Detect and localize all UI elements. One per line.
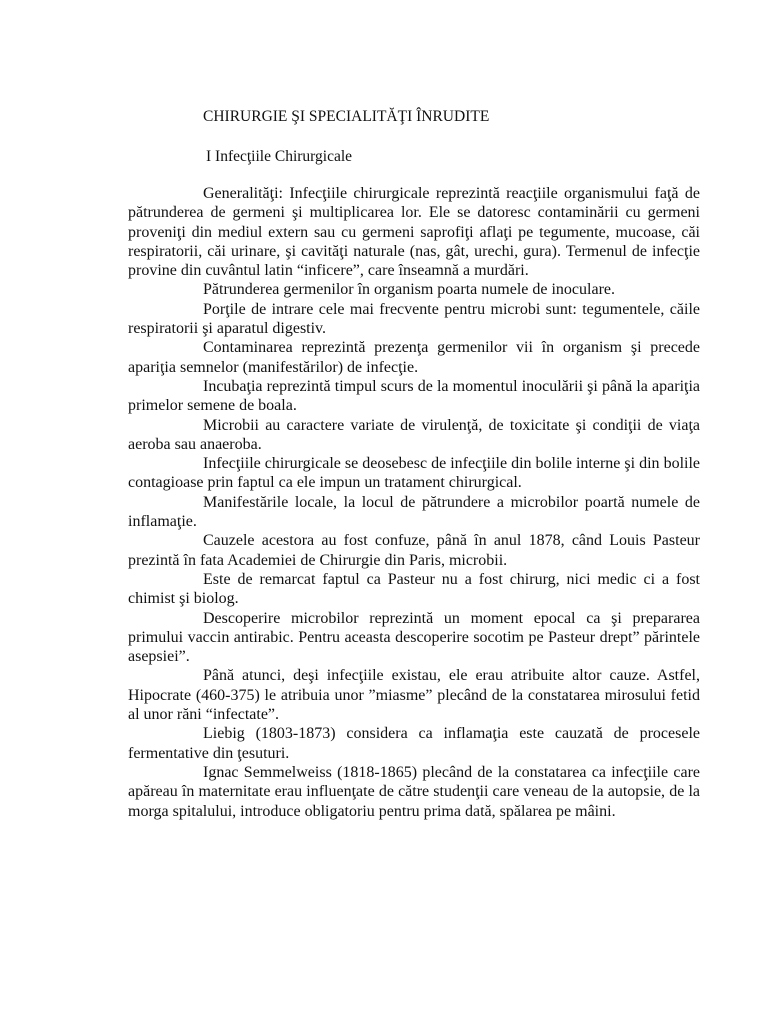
- paragraph-descoperire: Descoperire microbilor reprezintă un moment epocal ca şi prepararea primului vaccin antirabic. Pentru aceasta descoperire socotim pe Pasteur drept” părintele asepsiei”.: [128, 609, 700, 666]
- paragraph-semmelweiss: Ignac Semmelweiss (1818-1865) plecând de la constatarea ca infecţiile care apăreau în maternitate erau influenţate de către studenţii care veneau de la autopsie, de la morga spitalului, introduce obligatoriu pentru prima dată, spălarea pe mâini.: [128, 763, 700, 820]
- paragraph-inoculare: Pătrunderea germenilor în organism poarta numele de inoculare.: [203, 281, 615, 299]
- paragraph-microbii: Microbii au caractere variate de virulenţă, de toxicitate şi condiţii de viaţa aeroba sau anaeroba.: [128, 416, 700, 453]
- paragraph-manifestarile-locale: Manifestările locale, la locul de pătrundere a microbilor poartă numele de inflamaţie.: [128, 493, 700, 531]
- document-body: [128, 184, 700, 821]
- paragraph-incubatia: Incubaţia reprezintă timpul scurs de la momentul inoculării şi până la apariţia primelor semene de boala.: [128, 377, 700, 415]
- paragraph-hipocrate: Până atunci, deşi infecţiile existau, ele erau atribuite altor cauze. Astfel, Hipocrate (460-375) le atribuia unor ”miasme” plecând de la constatarea mirosului fetid al unor răni “infectate”.: [128, 667, 700, 724]
- paragraph-contaminarea: Contaminarea reprezintă prezenţa germenilor vii în organism şi precede apariţia semnelor (manifestărilor) de infecţie.: [128, 339, 700, 376]
- paragraph-liebig: Liebig (1803-1873) considera ca inflamaţia este cauzată de procesele fermentative din ţesuturi.: [128, 725, 700, 762]
- section-heading: I Infecţiile Chirurgicale: [206, 148, 353, 165]
- paragraph-infectiile-chirurgicale: Infecţiile chirurgicale se deosebesc de infecţiile din bolile interne şi din bolile contagioase prin faptul ca ele impun un tratament chirurgical.: [128, 455, 700, 492]
- paragraph-generalitati: Generalităţi: Infecţiile chirurgicale reprezintă reacţiile organismului faţă de pătrunderea de germeni şi multiplicarea lor. Ele se datoresc contaminării cu germeni proveniţi din mediul extern sau cu germeni saprofiţi aflaţi pe tegumente, mucoase, căi respiratorii, căi urinare, şi cavităţi naturale (nas, gât, urechi, gura). Termenul de infecţie provine din cuvântul latin “inficere”, care înseamnă a murdări.: [128, 185, 700, 280]
- document-title: CHIRURGIE ŞI SPECIALITĂŢI ÎNRUDITE: [203, 108, 490, 125]
- paragraph-cauzele: Cauzele acestora au fost confuze, până în anul 1878, când Louis Pasteur prezintă în fata Academiei de Chirurgie din Paris, microbii.: [128, 532, 700, 569]
- paragraph-portile-de-intrare: Porţile de intrare cele mai frecvente pentru microbi sunt: tegumentele, căile respiratorii şi aparatul digestiv.: [128, 300, 700, 338]
- paragraph-pasteur: Este de remarcat faptul ca Pasteur nu a fost chirurg, nici medic ci a fost chimist şi biolog.: [128, 570, 700, 608]
